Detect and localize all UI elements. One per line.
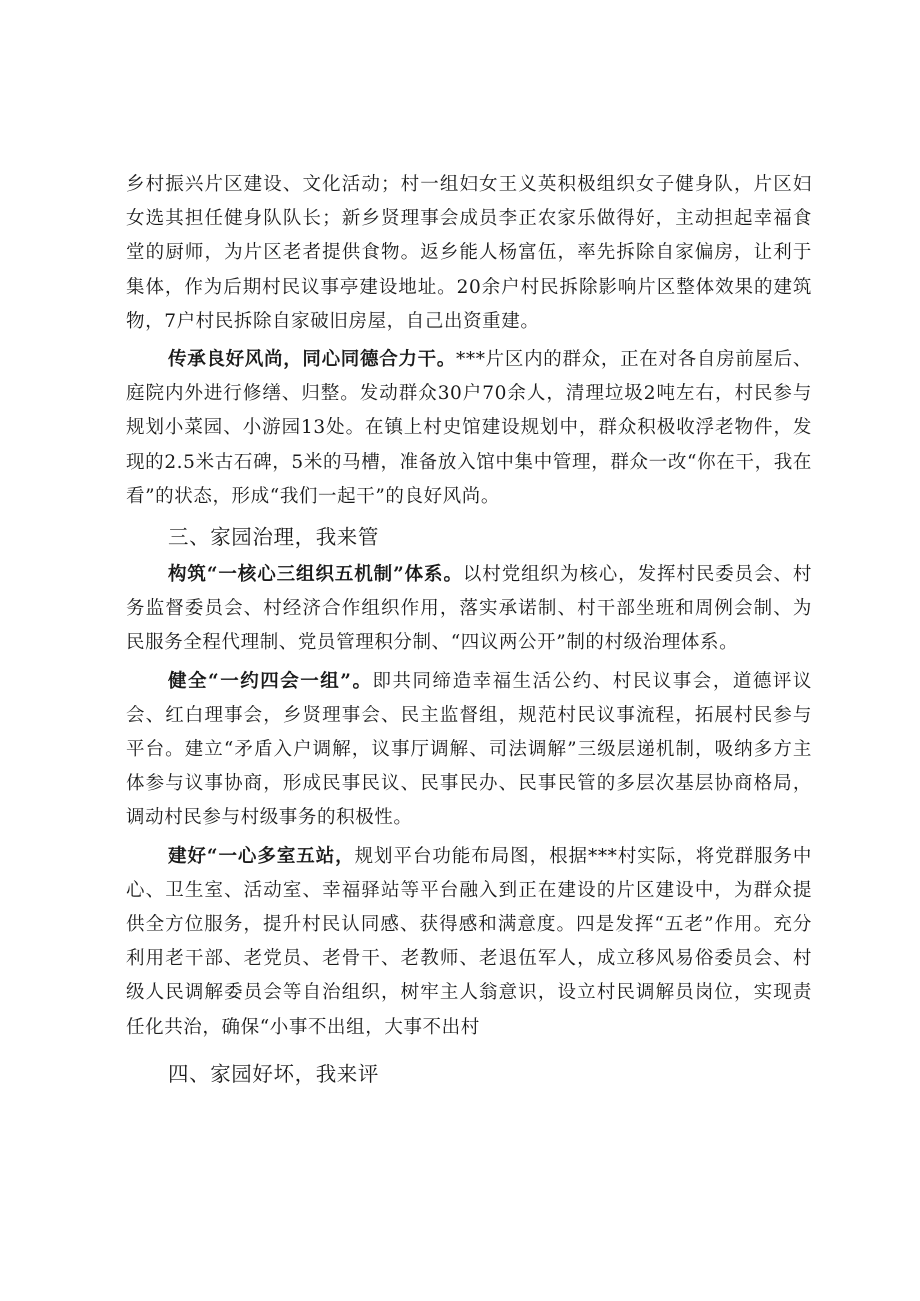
paragraph-text: 规划平台功能布局图，根据***村实际，将党群服务中心、卫生室、活动室、幸福驿站等平台融入到正在建设的片区建设中，为群众提供全方位服务，提升村民认同感、获得感和满意度。四是发挥“五老”作用。充分利用老干部、老党员、老骨干、老教师、老退伍军人，成立移风易俗委员会、村级人民调解委员会等自治组织，树牢主人翁意识，设立村民调解员岗位，实现责任化共治，确保“小事不出组，大事不出村 — [126, 845, 812, 1038]
paragraph-text: 乡村振兴片区建设、文化活动；村一组妇女王义英积极组织女子健身队，片区妇女选其担任健身队队长；新乡贤理事会成员李正农家乐做得好，主动担起幸福食堂的厨师，为片区老者提供食物。返乡能人杨富伍，率先拆除自家偏房，让利于集体，作为后期村民议事亭建设地址。20余户村民拆除影响片区整体效果的建筑物，7户村民拆除自家破旧房屋，自己出资重建。 — [126, 174, 812, 332]
section-heading-evaluation: 四、家园好坏，我来评 — [168, 1061, 379, 1086]
paragraph-lead-bold: 构筑“一核心三组织五机制”体系。 — [168, 564, 463, 586]
paragraph-text: ***片区内的群众，正在对各自房前屋后、庭院内外进行修缮、归整。发动群众30户70余人，清理垃圾2吨左右，村民参与规划小菜园、小游园13处。在镇上村史馆建设规划中，群众积极收浮老物件，发现的2.5米古石碑，5米的马槽，准备放入馆中集中管理，群众一改“你在干，我在看”的状态，形成“我们一起干”的良好风尚。 — [126, 349, 812, 507]
paragraph-core-system — [126, 558, 812, 661]
paragraph-lead-bold: 建好“一心多室五站， — [168, 845, 355, 867]
paragraph-lead-bold: 健全“一约四会一组”。 — [168, 670, 373, 692]
paragraph-lead-bold: 传承良好风尚，同心同德合力干。 — [168, 349, 457, 371]
section-heading-governance: 三、家园治理，我来管 — [168, 525, 379, 550]
paragraph-conventions — [126, 665, 812, 836]
document-page — [126, 168, 812, 1095]
paragraph-text: 即共同缔造幸福生活公约、村民议事会，道德评议会、红白理事会，乡贤理事会、民主监督组，规范村民议事流程，拓展村民参与平台。建立“矛盾入户调解，议事厅调解、司法调解”三级层递机制，吸纳多方主体参与议事协商，形成民事民议、民事民办、民事民管的多层次基层协商格局，调动村民参与村级事务的积极性。 — [126, 670, 812, 829]
paragraph-text: 以村党组织为核心，发挥村民委员会、村务监督委员会、村经济合作组织作用，落实承诺制、村干部坐班和周例会制、为民服务全程代理制、党员管理积分制、“四议两公开”制的村级治理体系。 — [126, 564, 812, 654]
paragraph-service-stations — [126, 840, 812, 1045]
paragraph-good-customs — [126, 343, 812, 514]
paragraph-village-activities — [126, 168, 812, 339]
